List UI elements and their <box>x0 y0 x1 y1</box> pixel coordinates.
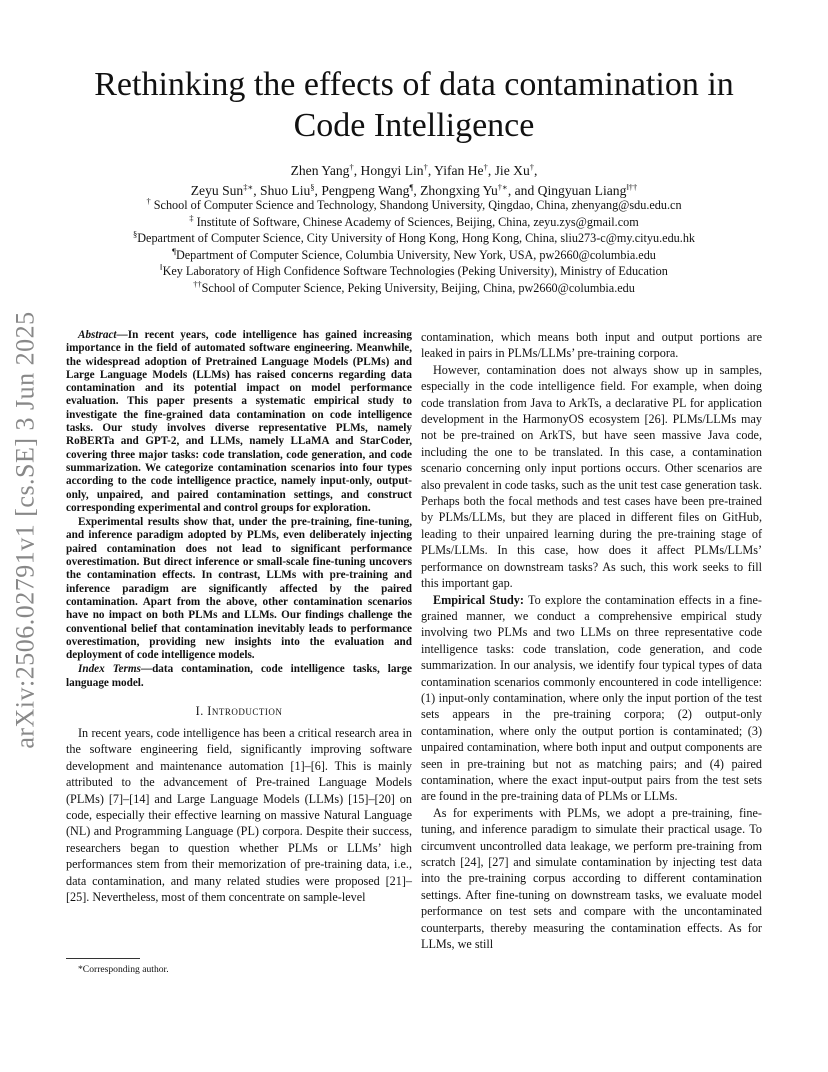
abstract-label: Abstract <box>78 329 117 341</box>
author: Zhen Yang†, <box>290 162 361 178</box>
abstract-paragraph-2: Experimental results show that, under the pre-training, fine-tuning, and inference paradigm adopted by PLMs, even deliberately injecting paired contamination does not lead to significant performance overestimation. But direct inference or small-scale fine-tuning uncovers the contamination effects. In contrast, LLMs with pre-training and inference paradigm are significantly affected by the paired contamination. Apart from the above, other contamination scenarios have no impact on both PLMs and LLMs. Our findings challenge the conventional belief that contamination inevitably leads to performance overestimation, providing new insights into the evaluation and deployment of code intelligence models. <box>66 516 412 662</box>
index-terms-label: Index Terms <box>78 663 141 676</box>
paragraph-however: However, contamination does not always show up in samples, especially in the code intelligence field. For example, when doing code translation from Java to ArkTs, a declarative PL for application development in the HarmonyOS ecosystem [26]. PLMs/LLMs may not be pre-trained on ArkTS, but have seen massive Java code, including the one to be translated. In this case, a contamination scenario concerning only input portions occurs. Other scenarios are also prevalent in code tasks, such as the unit test case generation task. Perhaps both the focal methods and test cases have been pre-trained by PLMs/LLMs, but they are placed in different files on GitHub, leading to their unpaired learning during the pre-training stage of PLMs/LLMs. In this case, how does it affect PLMs/LLMs’ performance on downstream tasks? As such, this work seeks to fill this important gap. <box>421 362 762 591</box>
paper-title: Rethinking the effects of data contamination in Code Intelligence <box>94 66 734 144</box>
arxiv-id-text: arXiv:2506.02791v1 [cs.SE] 3 Jun 2025 <box>11 311 41 749</box>
affiliation: † School of Computer Science and Technology, Shandong University, Qingdao, China, zhenyang@sdu.edu.cn <box>146 196 682 212</box>
footnote-rule <box>66 958 140 959</box>
affiliation: §Department of Computer Science, City University of Hong Kong, Hong Kong, China, sliu273-c@my.cityu.edu.hk <box>132 229 696 246</box>
author-line-1 <box>70 161 758 181</box>
author: Qingyuan Liang‖†† <box>537 182 638 198</box>
author: Pengpeng Wang¶, <box>321 182 421 198</box>
affiliation: ‡ Institute of Software, Chinese Academy of Sciences, Beijing, China, zeyu.zys@gmail.com <box>189 212 639 229</box>
author: Hongyi Lin†, <box>360 162 435 178</box>
arxiv-identifier <box>0 305 52 755</box>
empirical-study-label: Empirical Study: <box>433 592 524 607</box>
author: Shuo Liu§, <box>260 182 322 198</box>
intro-paragraph-1: In recent years, code intelligence has been a critical research area in the software engineering field, significantly improving software development and maintenance automation [1]–[6]. This is mainly attributed to the advancement of Pre-trained Language Models (PLMs) [7]–[14] and Large Language Models (LLMs) [15]–[20] on code, especially their effective learning on massive Natural Language (NL) and Programming Language (PL) corpora. Despite their success, researchers began to question whether PLMs or LLMs’ high performances stem from their memorization of pre-training data, i.e., data contamination, and many related studies were proposed [21]–[25]. Nevertheless, most of them concentrate on sample-level <box>66 726 412 905</box>
introduction-text <box>66 725 412 905</box>
footnote-text: *Corresponding author. <box>78 964 169 975</box>
affiliation: ‖Key Laboratory of High Confidence Software Technologies (Peking University), Ministry of Education <box>160 262 668 279</box>
paragraph-empirical-study: Empirical Study: To explore the contamination effects in a fine-grained manner, we conduct a comprehensive empirical study involving two PLMs and two LLMs on three representative code intelligence tasks: code translation, code generation, and code summarization. In our analysis, we identify four typical types of data contamination scenarios commonly encountered in code intelligence: (1) input-only contamination, where only the input portion of the test sets appears in the pre-training corpora; (2) output-only contamination, where only the output portion is contaminated; (3) unpaired contamination, where both input and output components are seen in pre-training but not as matching pairs; and (4) paired contamination, where the exact input-output pairs from the test sets are found in the pre-training data of PLMs or LLMs. <box>421 592 762 804</box>
author: Yifan He†, <box>434 162 495 178</box>
affiliation: ¶Department of Computer Science, Columbia University, New York, USA, pw2660@columbia.edu <box>172 245 656 262</box>
author-list <box>70 161 758 201</box>
author: Zhongxing Yu†∗, and <box>420 182 538 198</box>
footnote <box>66 958 412 976</box>
affiliation-list <box>60 197 768 297</box>
abstract-paragraph-1: Abstract—In recent years, code intelligence has gained increasing importance in the field of automated software engineering. Meanwhile, the widespread adoption of Pretrained Language Models (PLMs) and Large Language Models (LLMs) has raised concerns regarding data contamination and its potential impact on model performance evaluation. This paper presents a systematic empirical study to investigate the fine-grained data contamination on code intelligence tasks. Our study involves diverse representative PLMs, namely RoBERTa and GPT-2, and LLMs, namely LLaMA and StarCoder, covering three major tasks: code translation, code generation, and code summarization. We categorize contamination scenarios into four types according to the code intelligence practice, namely input-only, output-only, unpaired, and paired contamination settings, and construct corresponding experimental and control groups for exploration. <box>66 329 412 514</box>
author: Zeyu Sun‡∗, <box>190 182 261 198</box>
affiliation: ††School of Computer Science, Peking University, Beijing, China, pw2660@columbia.edu <box>193 278 635 295</box>
continued-paragraph: contamination, which means both input and output portions are leaked in pairs in PLMs/LLMs’ pre-training corpora. <box>421 330 762 361</box>
index-terms: Index Terms—data contamination, code intelligence tasks, large language model. <box>66 663 412 689</box>
right-column <box>421 329 762 952</box>
left-column <box>66 329 412 905</box>
section-heading-introduction: I. Introduction <box>195 704 283 719</box>
abstract <box>66 329 412 690</box>
author: Jie Xu†, <box>494 162 538 178</box>
paragraph-plms: As for experiments with PLMs, we adopt a pre-training, fine-tuning, and inference paradigm to simulate their practical usage. To circumvent uncontrolled data leakage, we perform pre-training from scratch [24], [27] and simulate contamination by injecting test data into the pre-training corpus according to different contamination settings. After fine-tuning on downstream tasks, we evaluate model performance on test sets and compare with the uncontaminated counterparts, thereby measuring the contamination effects. As for LLMs, we still <box>421 805 762 952</box>
